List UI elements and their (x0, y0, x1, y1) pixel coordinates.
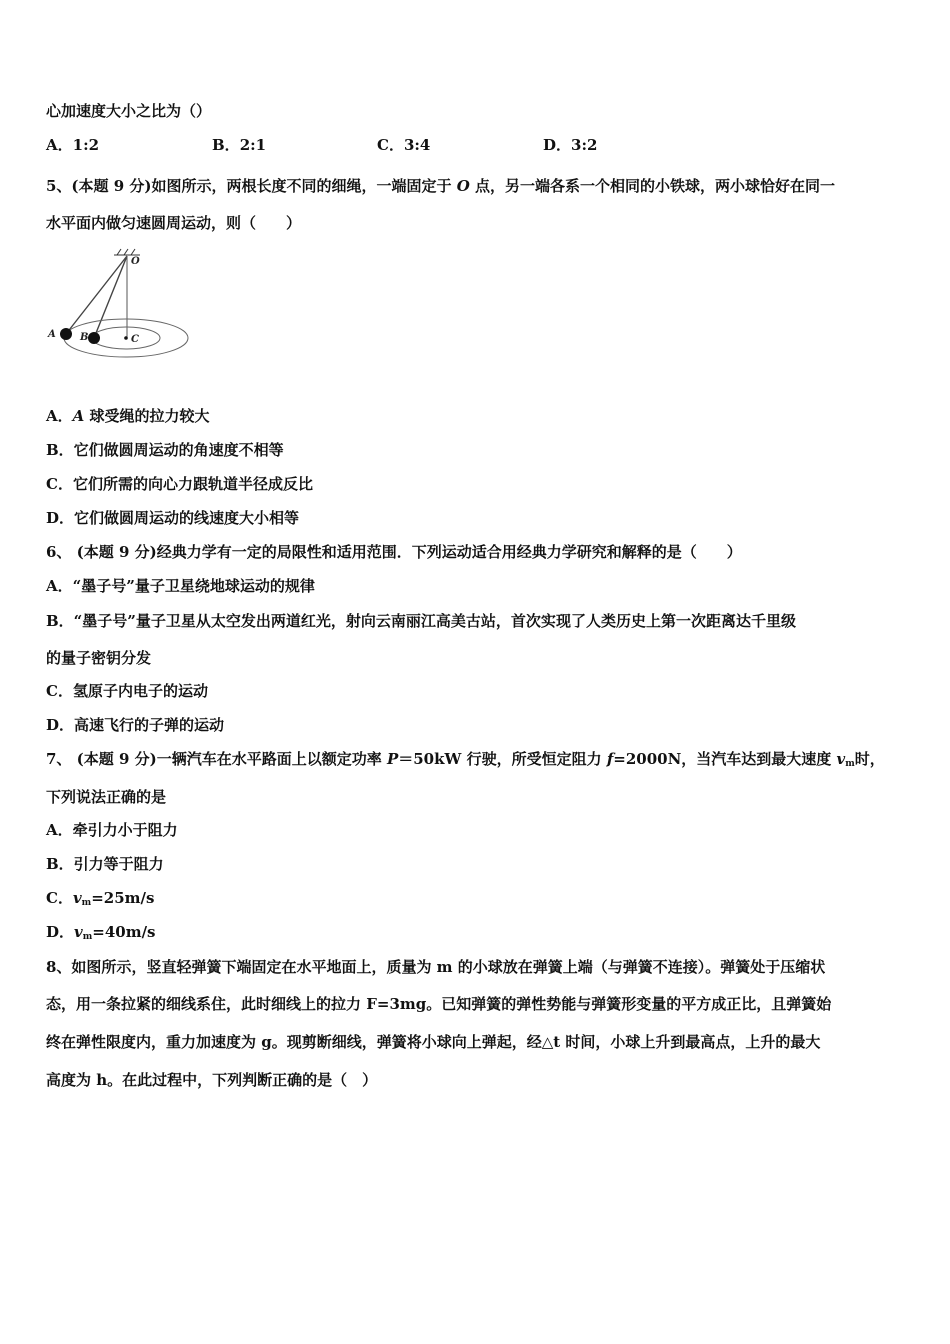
q7-option-c: C．$v_m=25m/s$ (46, 889, 155, 908)
q8-stem-line1: 8、如图所示，竖直轻弹簧下端固定在水平地面上，质量为 m 的小球放在弹簧上端（与弹簧不连接）。弹簧处于压缩状 (46, 958, 826, 976)
q5-figure-pendulum-diagram (44, 248, 194, 363)
q8-stem-line2: 态，用一条拉紧的细线系住，此时细线上的拉力 F=3mg。已知弹簧的弹性势能与弹簧形变量的平方成正比，且弹簧始 (46, 995, 832, 1013)
q4-option-c: C．3:4 (377, 136, 431, 154)
q7-option-a: A．牵引力小于阻力 (46, 821, 178, 839)
q7-stem-line2: 下列说法正确的是 (46, 788, 167, 806)
q6-stem: 6、 (本题 9 分)经典力学有一定的局限性和适用范围．下列运动适合用经典力学研究和解释的是（ ） (46, 543, 742, 561)
q6-option-d: D．高速飞行的子弹的运动 (46, 716, 225, 734)
label-b: B (80, 332, 89, 343)
q5-option-b: B．它们做圆周运动的角速度不相等 (46, 441, 284, 459)
label-o: O (131, 256, 140, 267)
label-a: A (48, 329, 56, 340)
q6-option-b-line1: B．“墨子号”量子卫星从太空发出两道红光，射向云南丽江高美古站，首次实现了人类历史上第一次距离达千里级 (46, 612, 796, 630)
q4-option-b: B．2:1 (212, 136, 267, 154)
q6-option-b-line2: 的量子密钥分发 (46, 649, 152, 667)
q5-option-d: D．它们做圆周运动的线速度大小相等 (46, 509, 300, 527)
ceiling-hatch (114, 249, 140, 255)
q7-option-d: D．$v_m=40m/s$ (46, 923, 156, 942)
q8-stem-line4: 高度为 h。在此过程中，下列判断正确的是（ ） (46, 1071, 378, 1089)
q7-option-b: B．引力等于阻力 (46, 855, 164, 873)
q7-stem-line1: 7、 (本题 9 分)一辆汽车在水平路面上以额定功率 P＝50kW 行驶，所受恒定阻力 f=2000N，当汽车达到最大速度 $v_m$时， (46, 750, 885, 769)
ball-a (60, 328, 72, 340)
q6-option-a: A．“墨子号”量子卫星绕地球运动的规律 (46, 577, 315, 595)
center-point-c (124, 336, 128, 340)
string-a (66, 256, 127, 334)
q8-stem-line3: 终在弹性限度内，重力加速度为 g。现剪断细线，弹簧将小球向上弹起，经△t 时间，小球上升到最高点，上升的最大 (46, 1033, 821, 1051)
q5-option-c: C．它们所需的向心力跟轨道半径成反比 (46, 475, 313, 493)
q4-stem-continuation: 心加速度大小之比为（） (46, 102, 212, 120)
q4-options (46, 134, 906, 156)
q5-stem-line1: 5、(本题 9 分)如图所示，两根长度不同的细绳，一端固定于 O 点，另一端各系一个相同的小铁球，两小球恰好在同一 (46, 177, 836, 195)
ball-b (88, 332, 100, 344)
q5-stem-line2: 水平面内做匀速圆周运动，则（ ） (46, 214, 302, 232)
q4-option-d: D．3:2 (543, 136, 598, 154)
q5-option-a: A．A 球受绳的拉力较大 (46, 407, 210, 425)
label-c: C (131, 334, 139, 345)
q6-option-c: C．氢原子内电子的运动 (46, 682, 208, 700)
string-b (94, 256, 127, 338)
q4-option-a: A．1:2 (46, 136, 100, 154)
